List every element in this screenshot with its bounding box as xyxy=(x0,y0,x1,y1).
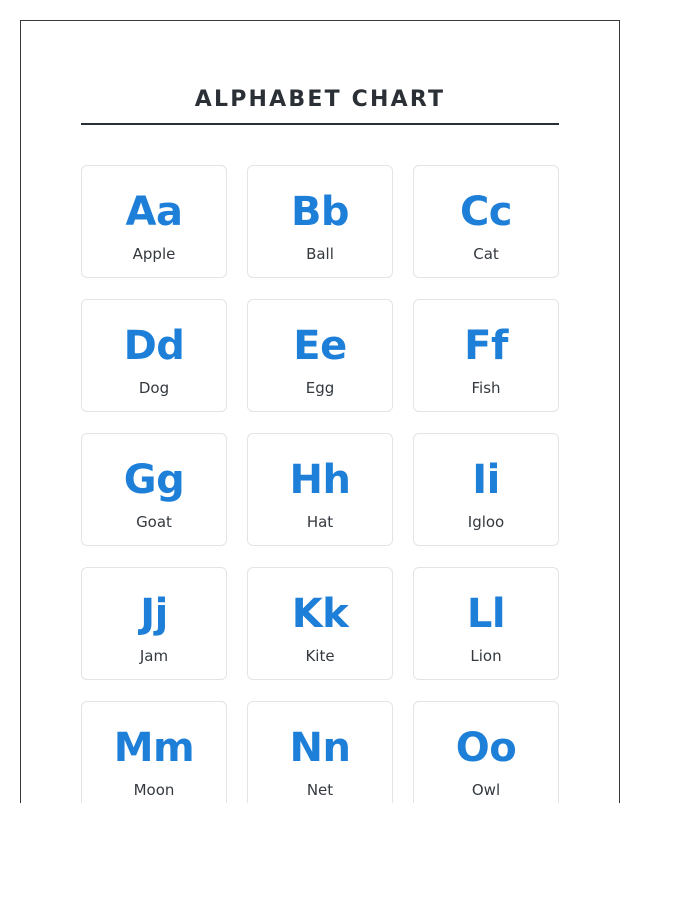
example-word: Cat xyxy=(473,245,499,263)
letter-card-o xyxy=(413,701,559,803)
example-word: Net xyxy=(306,781,334,799)
letter-glyph: Dd xyxy=(123,323,185,369)
letter-card-g xyxy=(81,433,227,546)
letter-card-b xyxy=(247,165,393,278)
letter-glyph: Gg xyxy=(123,457,185,503)
example-word: Ball xyxy=(306,245,334,263)
letter-card-l xyxy=(413,567,559,680)
letter-glyph: Nn xyxy=(289,725,351,771)
example-word: Apple xyxy=(132,245,176,263)
letter-glyph: Aa xyxy=(125,189,183,235)
letter-glyph: Ff xyxy=(464,323,508,369)
letter-card-n xyxy=(247,701,393,803)
example-word: Owl xyxy=(471,781,501,799)
letter-card-h xyxy=(247,433,393,546)
example-word: Moon xyxy=(133,781,175,799)
letter-card-d xyxy=(81,299,227,412)
example-word: Fish xyxy=(471,379,501,397)
example-word: Kite xyxy=(305,647,335,665)
example-word: Lion xyxy=(470,647,502,665)
letter-card-e xyxy=(247,299,393,412)
letter-glyph: Ll xyxy=(466,591,506,637)
letter-glyph: Mm xyxy=(113,725,195,771)
alphabet-grid xyxy=(81,165,559,803)
example-word: Hat xyxy=(306,513,334,531)
letter-card-i xyxy=(413,433,559,546)
letter-card-j xyxy=(81,567,227,680)
letter-card-m xyxy=(81,701,227,803)
letter-card-k xyxy=(247,567,393,680)
page-title: ALPHABET CHART xyxy=(194,87,446,112)
letter-glyph: Hh xyxy=(289,457,351,503)
letter-card-c xyxy=(413,165,559,278)
chart-page xyxy=(20,20,620,803)
letter-glyph: Ee xyxy=(293,323,347,369)
letter-glyph: Cc xyxy=(459,189,513,235)
letter-glyph: Ii xyxy=(472,457,500,503)
letter-glyph: Jj xyxy=(140,591,168,637)
letter-glyph: Bb xyxy=(290,189,350,235)
letter-glyph: Oo xyxy=(455,725,517,771)
letter-card-a xyxy=(81,165,227,278)
example-word: Dog xyxy=(138,379,170,397)
example-word: Egg xyxy=(305,379,335,397)
example-word: Goat xyxy=(136,513,172,531)
letter-glyph: Kk xyxy=(291,591,349,637)
example-word: Igloo xyxy=(467,513,505,531)
title-divider xyxy=(81,123,559,125)
letter-card-f xyxy=(413,299,559,412)
example-word: Jam xyxy=(139,647,169,665)
